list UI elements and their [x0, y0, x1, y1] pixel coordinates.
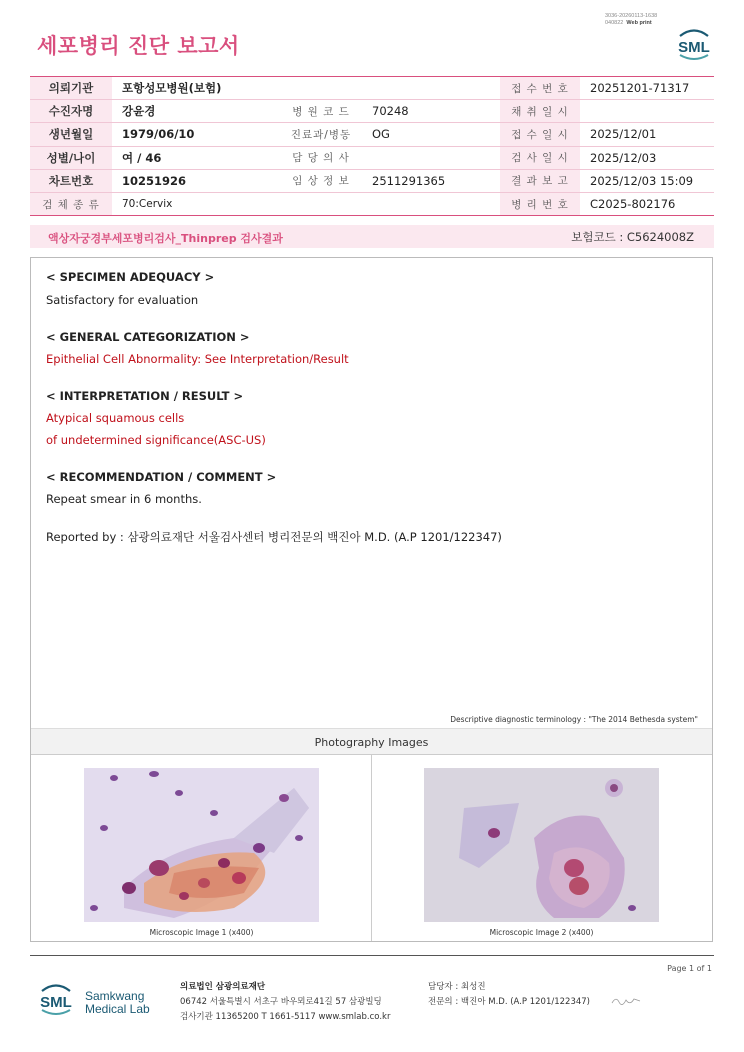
value-chart-no: 10251926: [112, 169, 280, 192]
label-birthdate: 생년월일: [30, 123, 112, 146]
value-specimen-type: 70:Cervix: [112, 192, 500, 215]
value-receipt-date: 2025/12/01: [580, 123, 714, 146]
label-requester: 의뢰기관: [30, 77, 112, 100]
staff-info: [428, 980, 590, 1010]
label-receipt-no: 접 수 번 호: [500, 77, 580, 100]
label-specimen-type: 검 체 종 류: [30, 192, 112, 215]
sml-logo-top: [674, 25, 714, 61]
reported-by: Reported by : 삼광의료재단 서울검사센터 병리전문의 백진아 M.D. (A.P 1201/122347): [46, 530, 502, 544]
sml-logo-bottom-text: SML: [40, 994, 72, 1011]
label-collection-date: 채 취 일 시: [500, 100, 580, 123]
value-result-report: 2025/12/03 15:09: [580, 169, 714, 192]
category-text: Epithelial Cell Abnormality: See Interpretation/Result: [46, 352, 349, 366]
org-contact: 검사기관 11365200 T 1661-5117 www.smlab.co.kr: [180, 1012, 391, 1022]
brand-line1: Samkwang: [85, 989, 145, 1003]
value-doctor: [362, 146, 500, 169]
info-row-6: [30, 192, 714, 215]
label-patient-name: 수진자명: [30, 100, 112, 123]
label-sex-age: 성별/나이: [30, 146, 112, 169]
label-test-date: 검 사 일 시: [500, 146, 580, 169]
photo-header: Photography Images: [31, 728, 712, 755]
interpretation-line2: of undetermined significance(ASC-US): [46, 433, 266, 447]
value-hospital-code: 70248: [362, 100, 500, 123]
value-sex-age: 여 / 46: [112, 146, 280, 169]
manager: 담당자 : 최성진: [428, 982, 486, 992]
brand-name: [85, 990, 150, 1016]
adequacy-header: < SPECIMEN ADEQUACY >: [46, 270, 215, 284]
print-code: [605, 13, 657, 27]
info-row-1: [30, 77, 714, 100]
org-address: 06742 서울특별시 서초구 바우뫼로41길 57 삼광빌딩: [180, 997, 382, 1007]
print-code-line2: 040822: [605, 20, 624, 26]
category-header: < GENERAL CATEGORIZATION >: [46, 330, 250, 344]
label-receipt-date: 접 수 일 시: [500, 123, 580, 146]
label-pathology-no: 병 리 번 호: [500, 192, 580, 215]
report-title: 세포병리 진단 보고서: [37, 34, 240, 58]
patient-info-table: [30, 76, 714, 216]
label-chart-no: 차트번호: [30, 169, 112, 192]
sml-logo-top-text: SML: [678, 39, 710, 56]
value-birthdate: 1979/06/10: [112, 123, 280, 146]
photo-divider: [371, 755, 372, 941]
insurance-code: 보험코드 : C5624008Z: [571, 230, 694, 244]
specialist: 전문의 : 백진아 M.D. (A.P 1201/122347): [428, 997, 590, 1007]
value-department: OG: [362, 123, 500, 146]
page-number: Page 1 of 1: [667, 964, 712, 973]
adequacy-text: Satisfactory for evaluation: [46, 293, 199, 307]
recommendation-header: < RECOMMENDATION / COMMENT >: [46, 470, 277, 484]
terminology-note: Descriptive diagnostic terminology : "The 2014 Bethesda system": [450, 715, 698, 724]
value-receipt-no: 20251201-71317: [580, 77, 714, 100]
info-row-4: [30, 146, 714, 169]
print-code-line1: 3036-20260113-1638: [605, 13, 658, 19]
value-patient-name: 강윤경: [112, 100, 280, 123]
info-row-5: [30, 169, 714, 192]
value-pathology-no: C2025-802176: [580, 192, 714, 215]
info-row-3: [30, 123, 714, 146]
label-result-report: 결 과 보 고: [500, 169, 580, 192]
interpretation-header: < INTERPRETATION / RESULT >: [46, 389, 244, 403]
sml-logo-bottom: [36, 980, 76, 1016]
microscopic-image-1: [84, 768, 319, 922]
caption-image-2: Microscopic Image 2 (x400): [489, 928, 594, 937]
value-clinical-info: 2511291365: [362, 169, 500, 192]
label-doctor: 담 당 의 사: [280, 146, 362, 169]
interpretation-line1: Atypical squamous cells: [46, 411, 185, 425]
test-name: 액상자궁경부세포병리검사_Thinprep 검사결과: [48, 232, 283, 245]
value-requester: 포항성모병원(보험): [112, 77, 500, 100]
label-hospital-code: 병 원 코 드: [280, 100, 362, 123]
value-collection-date: [580, 100, 714, 123]
info-row-2: [30, 100, 714, 123]
recommendation-text: Repeat smear in 6 months.: [46, 492, 202, 506]
label-clinical-info: 임 상 정 보: [280, 169, 362, 192]
value-test-date: 2025/12/03: [580, 146, 714, 169]
signature: [610, 994, 642, 1008]
label-department: 진료과/병동: [280, 123, 362, 146]
org-name: 의료법인 삼광의료재단: [180, 982, 266, 992]
footer-divider: [30, 955, 714, 956]
caption-image-1: Microscopic Image 1 (x400): [149, 928, 254, 937]
print-mode: Web print: [626, 20, 652, 26]
microscopic-image-2: [424, 768, 659, 922]
org-info: [180, 980, 390, 1025]
brand-line2: Medical Lab: [85, 1002, 150, 1016]
